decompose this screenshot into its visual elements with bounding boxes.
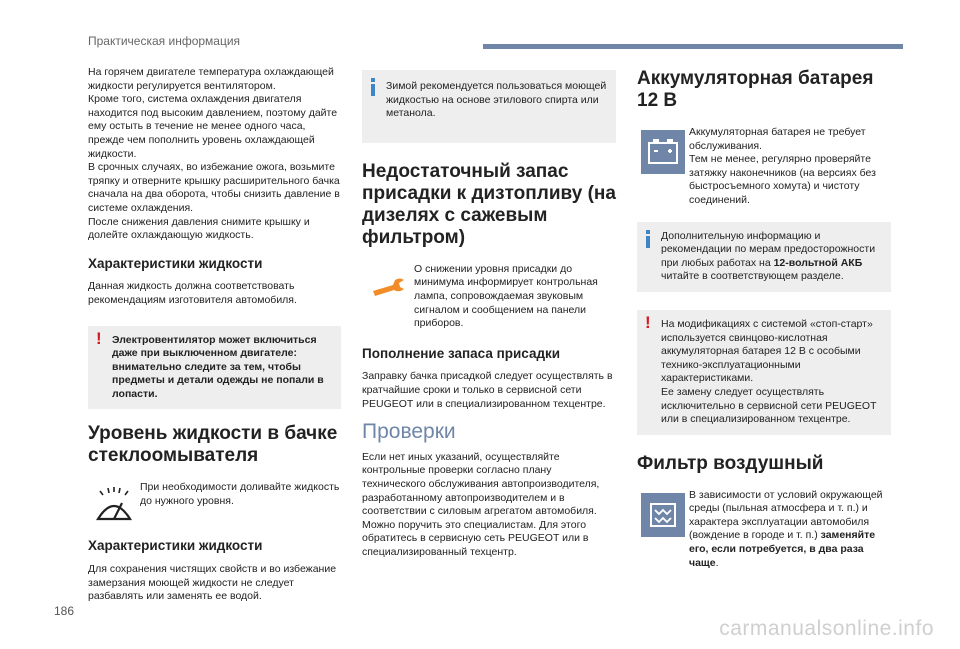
heading-air-filter: Фильтр воздушный	[637, 452, 824, 474]
running-header: Практическая информация	[88, 34, 241, 48]
battery-info-box	[637, 222, 891, 292]
coolant-intro-line: На горячем двигателе температура охлаждающей жидкости регулируется вентилятором.	[88, 66, 334, 92]
battery-service-icon	[637, 126, 689, 174]
battery-text-line-2: Тем не менее, регулярно проверяйте затяжку наконечников (на версиях без быстросъемного хомута) и чистоту соединений.	[689, 153, 876, 206]
column-right	[637, 66, 891, 580]
washer-specs-text: Для сохранения чистящих свойств и во избежание замерзания моющей жидкости не следует разбавлять или заменять ее водой.	[88, 563, 337, 603]
watermark: carmanualsonline.info	[719, 617, 934, 640]
heading-additive-low: Недостаточный запас присадки к дизтопливу (на дизелях с сажевым фильтром)	[362, 160, 616, 248]
coolant-intro-line-3: В срочных случаях, во избежание ожога, возьмите тряпку и отверните крышку расширительного бачка сначала на два оборота, чтобы снизить давление в системе охлаждения.	[88, 161, 340, 214]
windscreen-washer-icon	[88, 481, 140, 523]
battery-info-pre: Дополнительную информацию и рекомендации по мерам предосторожности при любых работах на	[661, 229, 876, 269]
warning-icon: !	[96, 328, 102, 348]
header-rule	[483, 44, 903, 49]
additive-text: О снижении уровня присадки до минимума информирует контрольная лампа, сопровождаемая звуковым сигналом и сообщением на панели приборов.	[414, 262, 598, 330]
battery-info-bold: 12-вольтной АКБ	[773, 256, 863, 269]
air-filter-text	[689, 489, 891, 571]
heading-washer-level: Уровень жидкости в бачке стеклоомывателя	[88, 423, 338, 467]
battery-tile	[641, 130, 685, 174]
battery-text-line: Аккумуляторная батарея не требует обслуживания.	[689, 126, 866, 152]
heading-washer-specs: Характеристики жидкости	[88, 538, 263, 554]
heading-additive-refill: Пополнение запаса присадки	[362, 345, 561, 361]
coolant-intro	[88, 66, 341, 243]
heading-battery: Аккумуляторная батарея 12 В	[637, 68, 874, 111]
air-filter-text-end: .	[715, 556, 719, 569]
info-icon	[371, 78, 375, 96]
air-filter-text-main: В зависимости от условий окружающей среды (пыльная атмосфера и т. п.) и характера эксплуатации автомобиля (вождение в городе и т. п.)	[689, 488, 883, 542]
coolant-intro-line-4: После снижения давления снимите крышку и долейте охлаждающую жидкость.	[88, 215, 310, 242]
warning-icon: !	[645, 312, 651, 332]
battery-info-post: читайте в соответствующем разделе.	[661, 270, 844, 283]
coolant-specs-text: Данная жидкость должна соответствовать рекомендациям изготовителя автомобиля.	[88, 280, 297, 306]
coolant-intro-line-2: Кроме того, система охлаждения двигателя находится под высоким давлением, поэтому дайте ему остыть в течение не менее одного часа, прежде чем пополнить уровень охлаждающей жидкости.	[88, 93, 338, 160]
winter-info-text: Зимой рекомендуется пользоваться моющей жидкостью на основе этилового спирта или метанола.	[386, 80, 607, 120]
additive-refill-text: Заправку бачка присадкой следует осуществлять в кратчайшие сроки и только в сервисной сети PEUGEOT или в специализированном техцентре.	[362, 370, 613, 410]
air-filter-text-bold: заменяйте его, если потребуется, в два раза чаще	[689, 529, 876, 569]
fan-warning-text: Электровентилятор может включиться даже при выключенном двигателе: внимательно следите за тем, чтобы предметы и детали одежды не попали в лопасти.	[112, 333, 324, 400]
washer-text: При необходимости доливайте жидкость до нужного уровня.	[140, 481, 340, 508]
heading-checks: Проверки	[362, 420, 456, 444]
fan-warning-box	[88, 326, 341, 410]
checks-text: Если нет иных указаний, осуществляйте контрольные проверки согласно плану технического обслуживания автопроизводителя, разработанному автопроизводителем и в соответствии с силовым агрегатом автомобиля. Можно поручить это специалистам. Для этого обратитесь в сервисную сеть PEUGEOT или в специализированный техцентр.	[362, 450, 600, 558]
wrench-icon	[362, 263, 414, 297]
column-middle	[362, 66, 616, 567]
column-left	[88, 66, 341, 612]
air-filter-service-icon	[637, 489, 689, 537]
page-number: 186	[54, 604, 75, 618]
air-filter-tile	[641, 493, 685, 537]
stop-start-text-2: Ее замену следует осуществлять исключительно в сервисной сети PEUGEOT или в специализированном техцентре.	[661, 385, 877, 426]
info-icon	[646, 230, 650, 248]
battery-text	[689, 126, 891, 208]
stop-start-text: На модификациях с системой «стоп-старт» используется свинцово-кислотная аккумуляторная батарея 12 В с особыми технико-эксплуатационными характеристиками.	[661, 317, 873, 385]
heading-coolant-specs: Характеристики жидкости	[88, 255, 263, 271]
winter-info-box	[362, 70, 616, 143]
air-filter-row	[637, 489, 891, 571]
washer-row	[88, 481, 341, 523]
additive-row	[362, 263, 616, 331]
stop-start-box	[637, 310, 891, 435]
battery-row	[637, 126, 891, 208]
